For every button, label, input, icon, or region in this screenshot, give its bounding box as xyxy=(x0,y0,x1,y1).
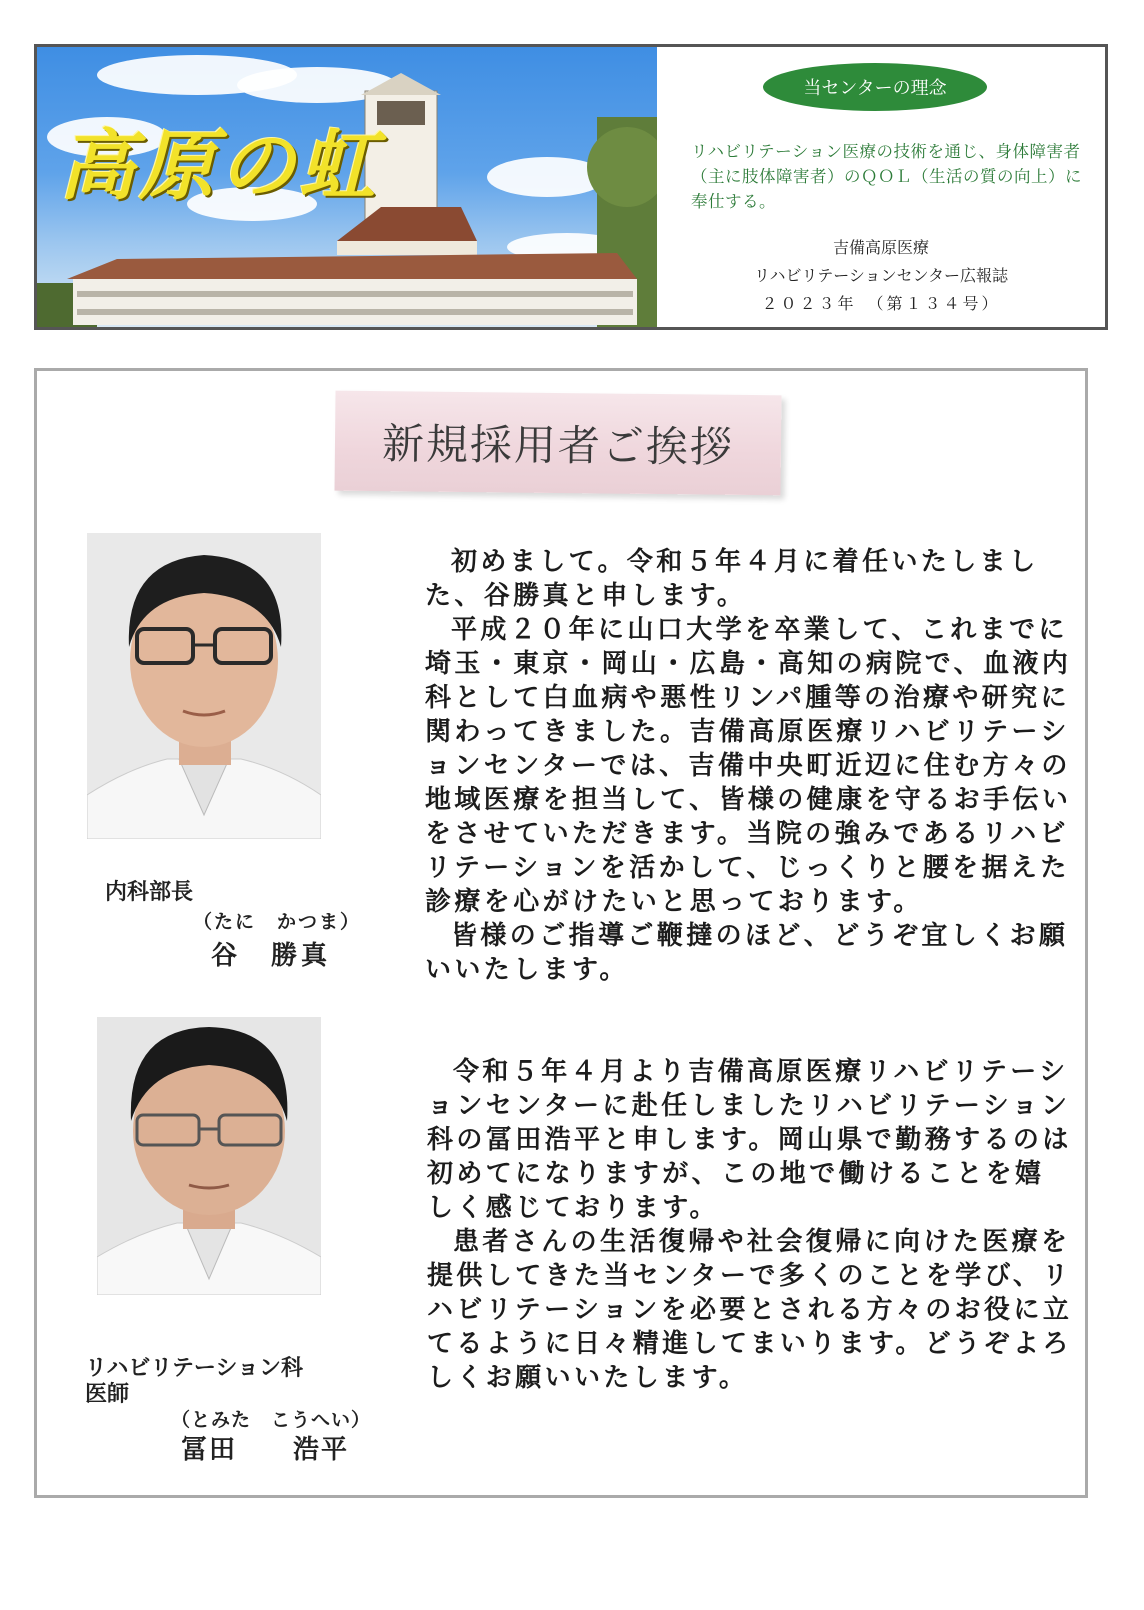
staff2-department: リハビリテーション科 xyxy=(85,1356,304,1381)
staff2-paragraph: 患者さんの生活復帰や社会復帰に向けた医療を提供してきた当センターで多くのことを学び、リハビリテーションを必要とされる方々のお役に立てるように日々精進してまいります。どうぞよろしくお願いいたします。 xyxy=(427,1227,1073,1393)
greetings-panel xyxy=(34,368,1088,1498)
staff1-kana: （たに かつま） xyxy=(193,911,362,933)
magazine-title: 高原の虹 xyxy=(59,121,379,210)
philosophy-label: 当センターの理念 xyxy=(763,63,987,111)
staff2-kana: （とみた こうへい） xyxy=(171,1409,372,1431)
staff-photo-tani xyxy=(87,533,321,839)
staff2-paragraph: 令和５年４月より吉備高原医療リハビリテーションセンターに赴任しましたリハビリテーション科の冨田浩平と申します。岡山県で勤務するのは初めてになりますが、この地で働けることを嬉しく感じております。 xyxy=(427,1057,1072,1223)
cover-photo xyxy=(37,47,657,327)
staff1-paragraph: 初めまして。令和５年４月に着任いたしました、谷勝真と申します。 xyxy=(425,547,1039,611)
staff1-title: 内科部長 xyxy=(105,880,194,905)
publisher-name: 吉備高原医療 xyxy=(832,238,929,257)
section-title: 新規採用者ご挨拶 xyxy=(381,419,735,472)
newsletter-header xyxy=(34,44,1108,330)
philosophy-section xyxy=(657,47,1105,327)
staff1-paragraph: 平成２０年に山口大学を卒業して、これまでに埼玉・東京・岡山・広島・高知の病院で、血液内科として白血病や悪性リンパ腫等の治療や研究に関わってきました。吉備高原医療リハビリテーションセンターでは、吉備中央町近辺に住む方々の地域医療を担当して、皆様の健康を守るお手伝いをさせていただきます。当院の強みであるリハビリテーションを活かして、じっくりと腰を据えた診療を心がけたいと思っております。 xyxy=(425,615,1072,917)
staff2-position: 医師 xyxy=(85,1382,130,1407)
issue-info: ２０２３年 （第１３４号） xyxy=(761,294,1001,313)
staff-photo-tomita xyxy=(97,1017,321,1295)
staff2-greeting xyxy=(427,1055,1073,1395)
staff1-name: 谷 勝真 xyxy=(211,941,332,971)
philosophy-text: リハビリテーション医療の技術を通じ、身体障害者（主に肢体障害者）のＱＯＬ（生活の質の向上）に奉仕する。 xyxy=(691,142,1082,211)
publisher-subtitle: リハビリテーションセンター広報誌 xyxy=(754,266,1008,285)
staff2-name: 冨田 浩平 xyxy=(181,1435,350,1465)
staff1-paragraph: 皆様のご指導ご鞭撻のほど、どうぞ宜しくお願いいたします。 xyxy=(425,921,1069,985)
staff1-greeting xyxy=(425,545,1073,987)
section-banner xyxy=(334,391,781,496)
